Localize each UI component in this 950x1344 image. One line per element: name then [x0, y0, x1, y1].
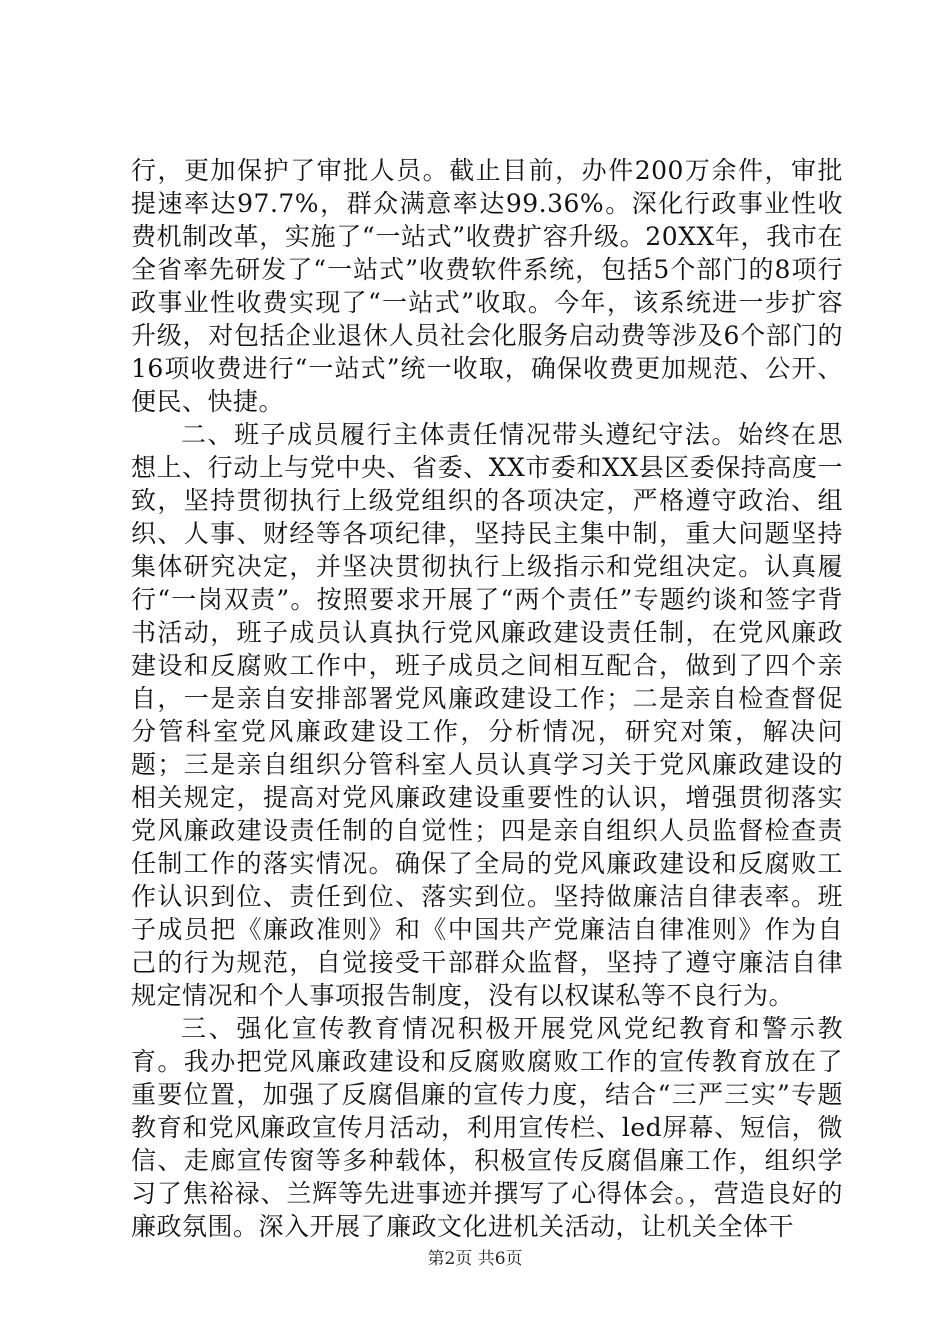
paragraph-section-three: 三、强化宣传教育情况积极开展党风党纪教育和警示教育。我办把党风廉政建设和反腐败腐败工作的宣传教育放在了重要位置，加强了反腐倡廉的宣传力度，结合“三严三实”专题教育和党风廉政宣传月活动，利用宣传栏、led屏幕、短信，微信、走廊宣传窗等多种载体，积极宣传反腐倡廉工作，组织学习了焦裕禄、兰辉等先进事迹并撰写了心得体会。，营造良好的廉政氛围。深入开展了廉政文化进机关活动，让机关全体干: [131, 1014, 843, 1241]
paragraph-continuation: 行，更加保护了审批人员。截止目前，办件200万余件，审批提速率达97.7%，群众满意率达99.36%。深化行政事业性收费机制改革，实施了“一站式”收费扩容升级。20XX年，我市在全省率先研发了“一站式”收费软件系统，包括5个部门的8项行政事业性收费实现了“一站式”收取。今年，该系统进一步扩容升级，对包括企业退休人员社会化服务启动费等涉及6个部门的16项收费进行“一站式”统一收取，确保收费更加规范、公开、便民、快捷。: [131, 156, 843, 416]
document-body: [131, 154, 843, 1243]
page-footer: 第2页 共6页: [427, 1249, 523, 1269]
paragraph-section-two: 二、班子成员履行主体责任情况带头遵纪守法。始终在思想上、行动上与党中央、省委、XX市委和XX县区委保持高度一致，坚持贯彻执行上级党组织的各项决定，严格遵守政治、组织、人事、财经等各项纪律，坚持民主集中制，重大问题坚持集体研究决定，并坚决贯彻执行上级指示和党组决定。认真履行“一岗双责”。按照要求开展了“两个责任”专题约谈和签字背书活动，班子成员认真执行党风廉政建设责任制，在党风廉政建设和反腐败工作中，班子成员之间相互配合，做到了四个亲自，一是亲自安排部署党风廉政建设工作；二是亲自检查督促分管科室党风廉政建设工作，分析情况，研究对策，解决问题；三是亲自组织分管科室人员认真学习关于党风廉政建设的相关规定，提高对党风廉政建设重要性的认识，增强贯彻落实党风廉政建设责任制的自觉性；四是亲自组织人员监督检查责任制工作的落实情况。确保了全局的党风廉政建设和反腐败工作认识到位、责任到位、落实到位。坚持做廉洁自律表率。班子成员把《廉政准则》和《中国共产党廉洁自律准则》作为自己的行为规范，自觉接受干部群众监督，坚持了遵守廉洁自律规定情况和个人事项报告制度，没有以权谋私等不良行为。: [131, 420, 843, 1010]
